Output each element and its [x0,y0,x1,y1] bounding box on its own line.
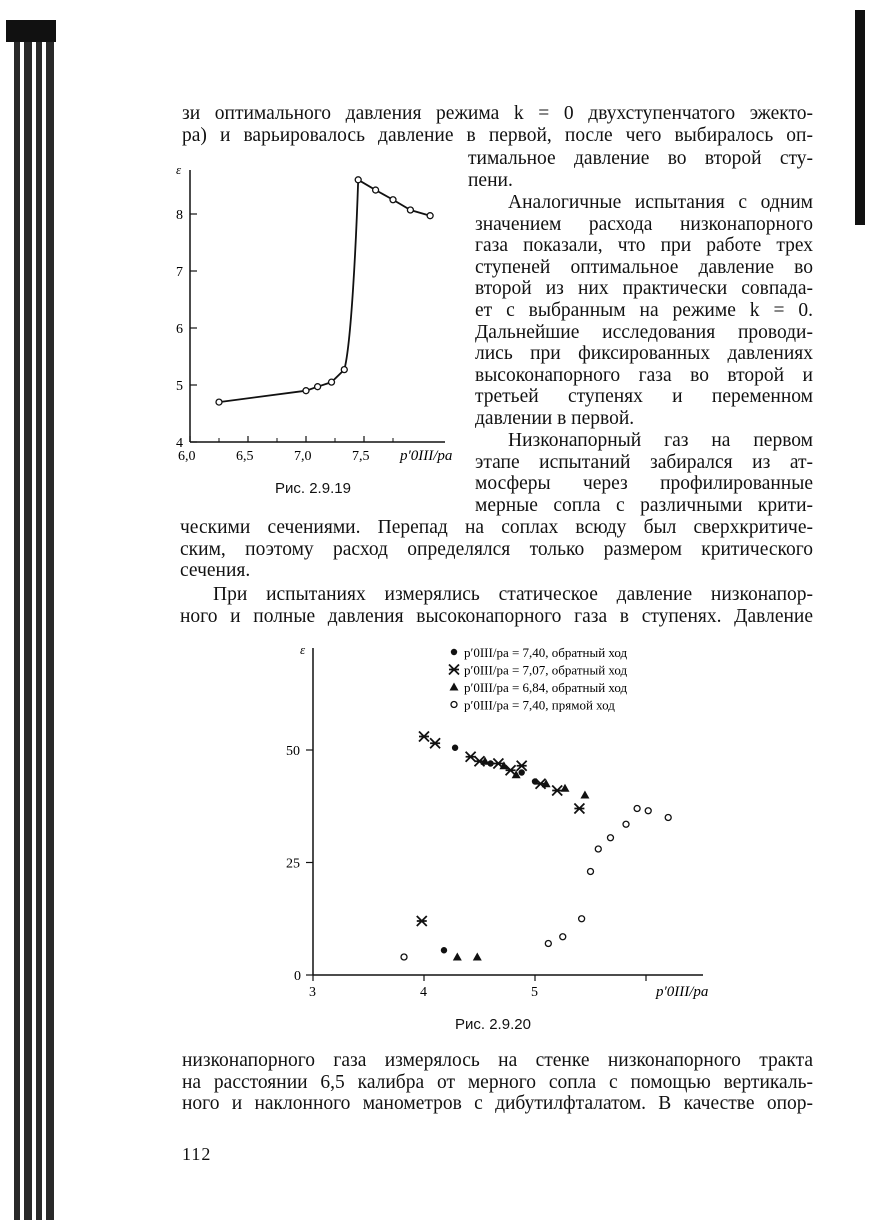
cross-mark [517,761,527,771]
data-point-dot [452,745,458,751]
text-line: При испытаниях измерялись статическое давление низконапор- [213,584,813,605]
text-line: пени. [468,169,513,191]
legend-entry: p′0III/pa = 7,07, обратный ход [464,662,628,678]
text-line: ским, поэтому расход определялся только размером критического [180,538,813,560]
data-point-triangle [580,791,589,799]
data-point-circle [634,806,640,812]
text-line: высоконапорного газа во второй и [475,364,813,386]
text-line: низконапорного газа измерялось на стенке низконапорного тракта [182,1050,813,1071]
text-full-1 [180,517,813,582]
text-side-3 [475,430,813,516]
text-line: значением расхода низконапорного [475,213,813,235]
x-tick-label: 6,5 [236,449,254,464]
data-point [216,399,222,405]
curve [219,180,430,402]
page-number: 112 [182,1144,212,1164]
data-point [355,177,361,183]
data-point-circle [645,808,651,814]
text-line: давлении в первой. [475,407,635,429]
text-line: лись при фиксированных давлениях [475,343,813,365]
data-point-cross [417,916,427,926]
text-line: тимальное давление во второй сту- [468,148,813,169]
cross-mark [552,786,562,796]
legend-entry: p′0III/pa = 7,40, обратный ход [464,645,628,660]
data-point-circle [579,916,585,922]
cross-mark [417,916,427,926]
legend-entry: p′0III/pa = 6,84, обратный ход [464,680,628,695]
data-point [329,379,335,385]
data-point [303,388,309,394]
y-tick-label: 7 [176,265,183,280]
data-point-dot [518,769,524,775]
data-point-circle [451,702,457,708]
data-point-dot [441,947,447,953]
data-point [407,207,413,213]
data-point-circle [607,835,613,841]
text-top [182,103,813,146]
data-point-cross [552,786,562,796]
text-line: зи оптимального давления режима k = 0 двухступенчатого эжекто- [182,103,813,124]
text-line: ного и наклонного манометров с дибутилфталатом. В качестве опор- [182,1093,813,1115]
scan-edge-left [6,20,56,1220]
y-tick-label: 4 [176,436,183,451]
x-tick-label: 7,5 [352,449,370,464]
text-line: второй из них практически совпада- [475,278,813,300]
data-point-triangle [560,784,569,792]
text-line: Аналогичные испытания с одним [508,192,813,213]
data-point-cross [449,665,459,675]
cross-mark [506,765,516,775]
cross-mark [574,804,584,814]
text-line: на расстоянии 6,5 калибра от мерного сопла с помощью вертикаль- [182,1071,813,1093]
data-point-circle [623,821,629,827]
text-line: Дальнейшие исследования проводи- [475,321,813,343]
data-point [390,197,396,203]
text-line: ра) и варьировалось давление в первой, после чего выбиралось оп- [182,124,813,146]
data-point [427,213,433,219]
cross-mark [449,665,459,675]
text-line: мерные сопла с различными крити- [475,494,813,516]
text-side-2 [475,192,813,430]
data-point-circle [595,846,601,852]
x-tick-label: 4 [420,985,427,1000]
text-line: ческими сечениями. Перепад на соплах всюду был сверхкритиче- [180,517,813,538]
y-tick-label: 25 [286,856,300,872]
x-tick-label: 5 [531,985,538,1000]
x-tick-label: 3 [309,985,316,1000]
data-point-cross [419,732,429,742]
y-tick-label: 0 [294,969,301,984]
cross-mark [430,738,440,748]
text-line: этапе испытаний забирался из ат- [475,451,813,473]
data-point-circle [545,941,551,947]
y-tick-label: 5 [176,379,183,394]
data-point-circle [401,954,407,960]
data-point-cross [506,765,516,775]
x-axis-label: p′0III/pa [656,984,708,1000]
data-point-triangle [453,953,462,961]
text-line: мосферы через профилированные [475,473,813,495]
data-point-circle [560,934,566,940]
legend-entry: p′0III/pa = 7,40, прямой ход [464,697,615,713]
data-point-cross [574,804,584,814]
data-point [315,384,321,390]
figure-2-9-20 [278,638,708,1008]
data-point [373,187,379,193]
cross-mark [419,732,429,742]
data-point-circle [588,869,594,875]
text-line: Низконапорный газ на первом [508,430,813,451]
data-point-dot [451,649,457,655]
y-tick-label: 6 [176,322,183,337]
scan-edge-top-left [6,20,56,42]
figure-2-9-19 [170,160,460,510]
data-point-triangle [473,953,482,961]
scan-edge-right [855,10,865,225]
data-point-triangle [450,683,459,691]
text-line: ступеней оптимальное давление во [475,256,813,278]
x-axis-label: p′0III/pa [400,448,453,464]
x-tick-label: 6,0 [178,449,196,464]
y-axis-label: ε [176,162,182,177]
figure-caption-1: Рис. 2.9.19 [275,480,351,497]
text-line: ет с выбранным на режиме k = 0. [475,299,813,321]
y-axis-label: ε [300,642,306,657]
y-tick-label: 50 [286,744,300,759]
text-line: сечения. [180,560,251,582]
text-line: ного и полные давления высоконапорного газа в ступенях. Давление [180,605,813,627]
data-point-cross [430,738,440,748]
text-line: третьей ступенях и переменном [475,386,813,408]
text-side-1 [468,148,813,191]
figure-caption-2: Рис. 2.9.20 [455,1016,531,1033]
text-bottom [182,1050,813,1115]
data-point-circle [665,815,671,821]
x-tick-label: 7,0 [294,449,312,464]
data-point-cross [517,761,527,771]
data-point [341,367,347,373]
y-tick-label: 8 [176,208,183,223]
text-full-2 [180,584,813,627]
text-line: газа показали, что при работе трех [475,235,813,257]
